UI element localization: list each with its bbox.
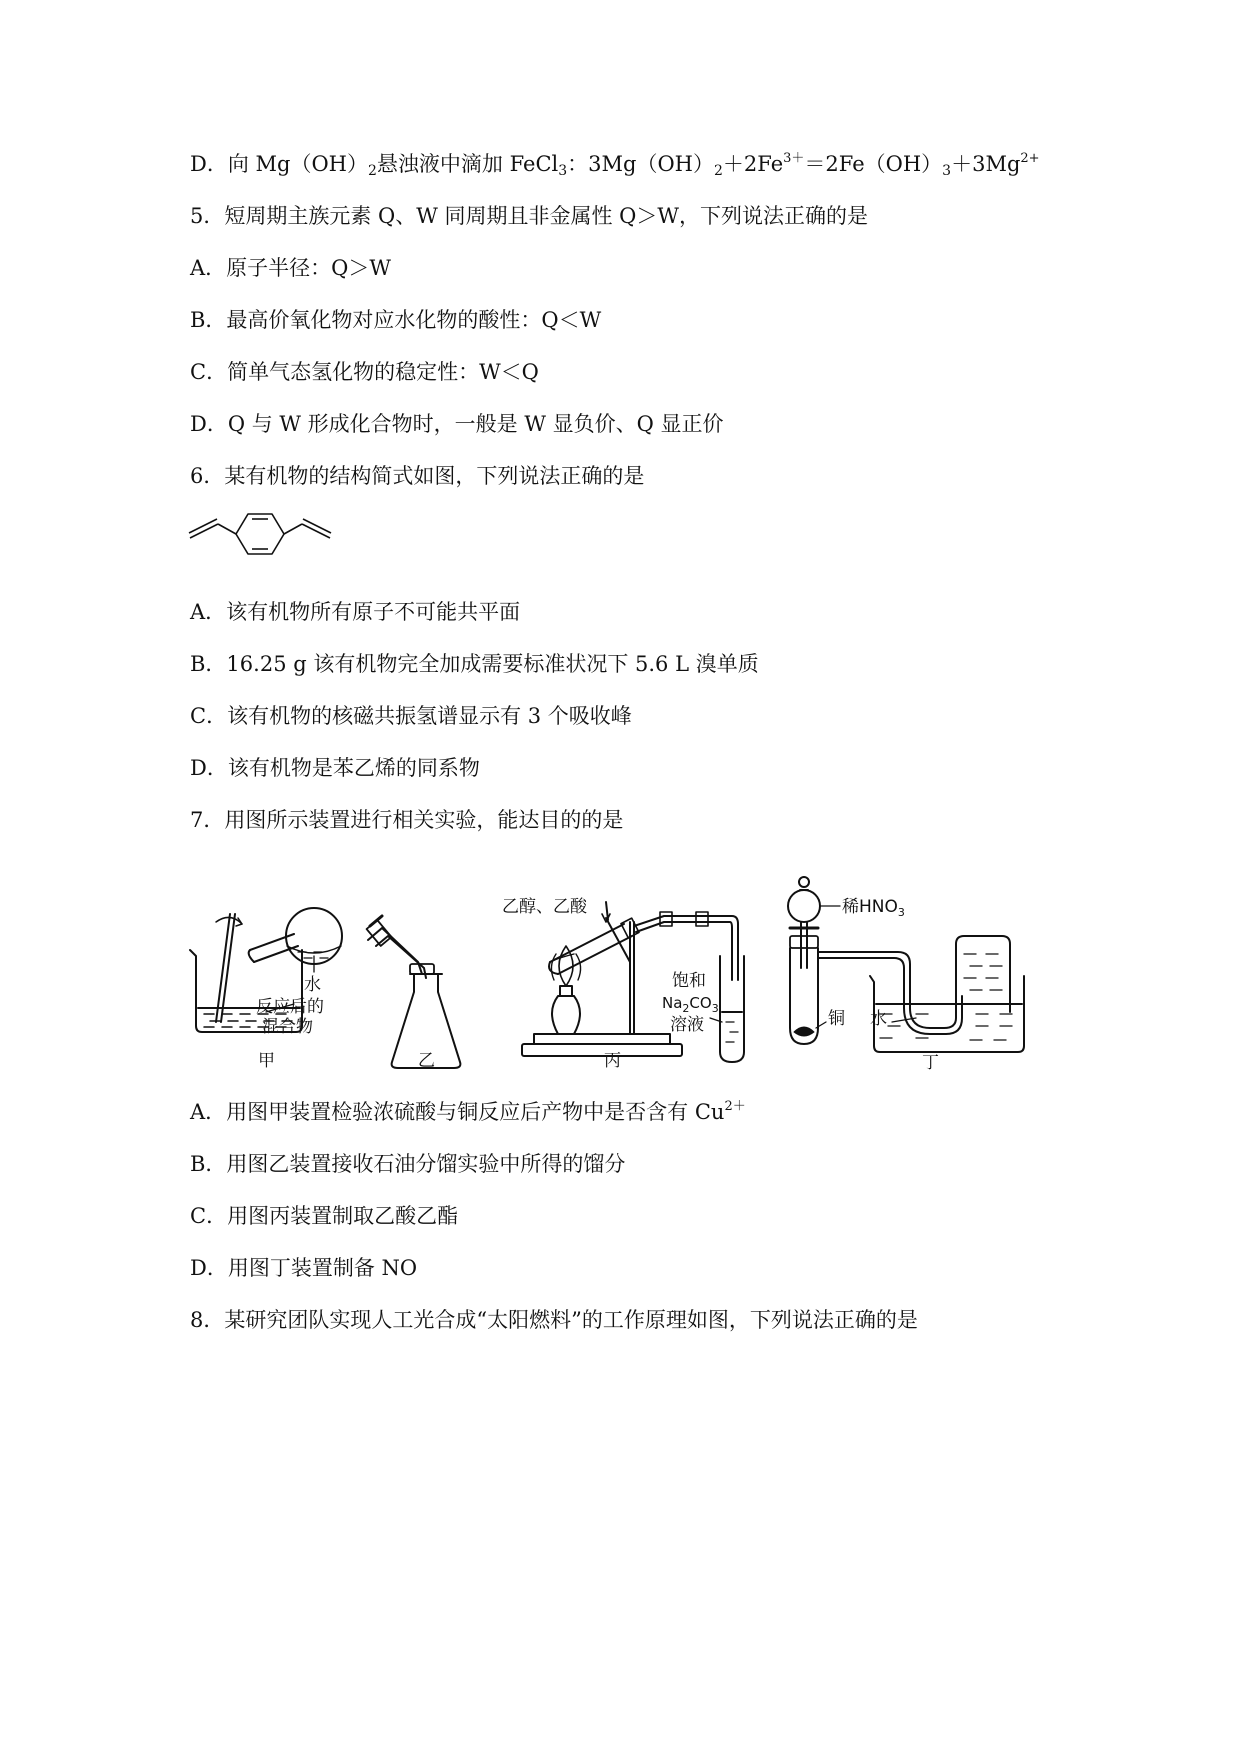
q4d-sub-2: 3 (558, 163, 568, 179)
q4d-sub-4: 3 (942, 163, 952, 179)
q4d-text-4: ＋2Fe (722, 152, 784, 176)
q4d-text-2: 悬浊液中滴加 FeCl (376, 152, 559, 176)
ding-label-water: 水 (870, 1009, 887, 1029)
q4d-text-6: ＋3Mg (951, 152, 1021, 176)
bing-name: 丙 (604, 1051, 621, 1071)
ding-name: 丁 (922, 1053, 939, 1073)
yi-name: 乙 (418, 1051, 435, 1071)
ding-label-acid: 稀$HNO_3$ (842, 897, 905, 919)
q7a-sup: 2＋ (724, 1099, 746, 1114)
apparatus-ding (788, 877, 1024, 1052)
bing-label-na2co3: $Na_2CO_3$ (662, 994, 719, 1015)
q4d-sub-3: 2 (714, 163, 723, 179)
bing-label-solution: 溶液 (670, 1015, 704, 1035)
q4d-sup-1: 3＋ (783, 151, 805, 166)
q6-option-c: C．该有机物的核磁共振氢谱显示有 3 个吸收峰 (190, 704, 632, 728)
q7-option-a (190, 1098, 746, 1126)
q4d-text-5: ＝2Fe（OH） (804, 152, 943, 176)
q6-stem: 6．某有机物的结构简式如图，下列说法正确的是 (190, 464, 645, 488)
divinylbenzene-structure (186, 504, 336, 562)
q7-option-c: C．用图丙装置制取乙酸乙酯 (190, 1204, 459, 1228)
q5-option-c: C．简单气态氢化物的稳定性：W＜Q (190, 360, 539, 384)
q4d-sub-1: 2 (368, 163, 377, 179)
q8-stem: 8．某研究团队实现人工光合成“太阳燃料”的工作原理如图，下列说法正确的是 (190, 1308, 918, 1332)
jia-label-mixture: 混合物 (262, 1017, 313, 1037)
q5-option-a: A．原子半径：Q＞W (190, 256, 391, 280)
jia-name: 甲 (258, 1051, 275, 1071)
q5-stem: 5．短周期主族元素 Q、W 同周期且非金属性 Q＞W，下列说法正确的是 (190, 204, 868, 228)
q4d-text-1: D．向 Mg（OH） (190, 152, 368, 176)
q7-stem: 7．用图所示装置进行相关实验，能达目的的是 (190, 808, 624, 832)
bing-label-sat: 饱和 (672, 971, 706, 991)
q4d-sup-2: 2+ (1020, 151, 1040, 166)
ding-label-copper: 铜 (828, 1009, 845, 1029)
q6-option-a: A．该有机物所有原子不可能共平面 (190, 600, 521, 624)
apparatus-bing (522, 902, 744, 1062)
q7-option-b: B．用图乙装置接收石油分馏实验中所得的馏分 (190, 1152, 626, 1176)
q5-option-d: D．Q 与 W 形成化合物时，一般是 W 显负价、Q 显正价 (190, 412, 724, 436)
q7-apparatus-figure (186, 862, 1036, 1072)
apparatus-yi (367, 916, 461, 1068)
jia-label-water: 水 (304, 975, 321, 995)
q6-option-d: D．该有机物是苯乙烯的同系物 (190, 756, 480, 780)
q7a-text: A．用图甲装置检验浓硫酸与铜反应后产物中是否含有 Cu (190, 1100, 725, 1124)
jia-label-reacted: 反应后的 (256, 997, 324, 1017)
bing-label-reagents: 乙醇、乙酸 (502, 897, 587, 917)
q4d-text-3: ：3Mg（OH） (567, 152, 714, 176)
q6-option-b: B．16.25 g 该有机物完全加成需要标准状况下 5.6 L 溴单质 (190, 652, 759, 676)
q4-option-d (190, 150, 1040, 178)
q7-option-d: D．用图丁装置制备 NO (190, 1256, 418, 1280)
q5-option-b: B．最高价氧化物对应水化物的酸性：Q＜W (190, 308, 602, 332)
